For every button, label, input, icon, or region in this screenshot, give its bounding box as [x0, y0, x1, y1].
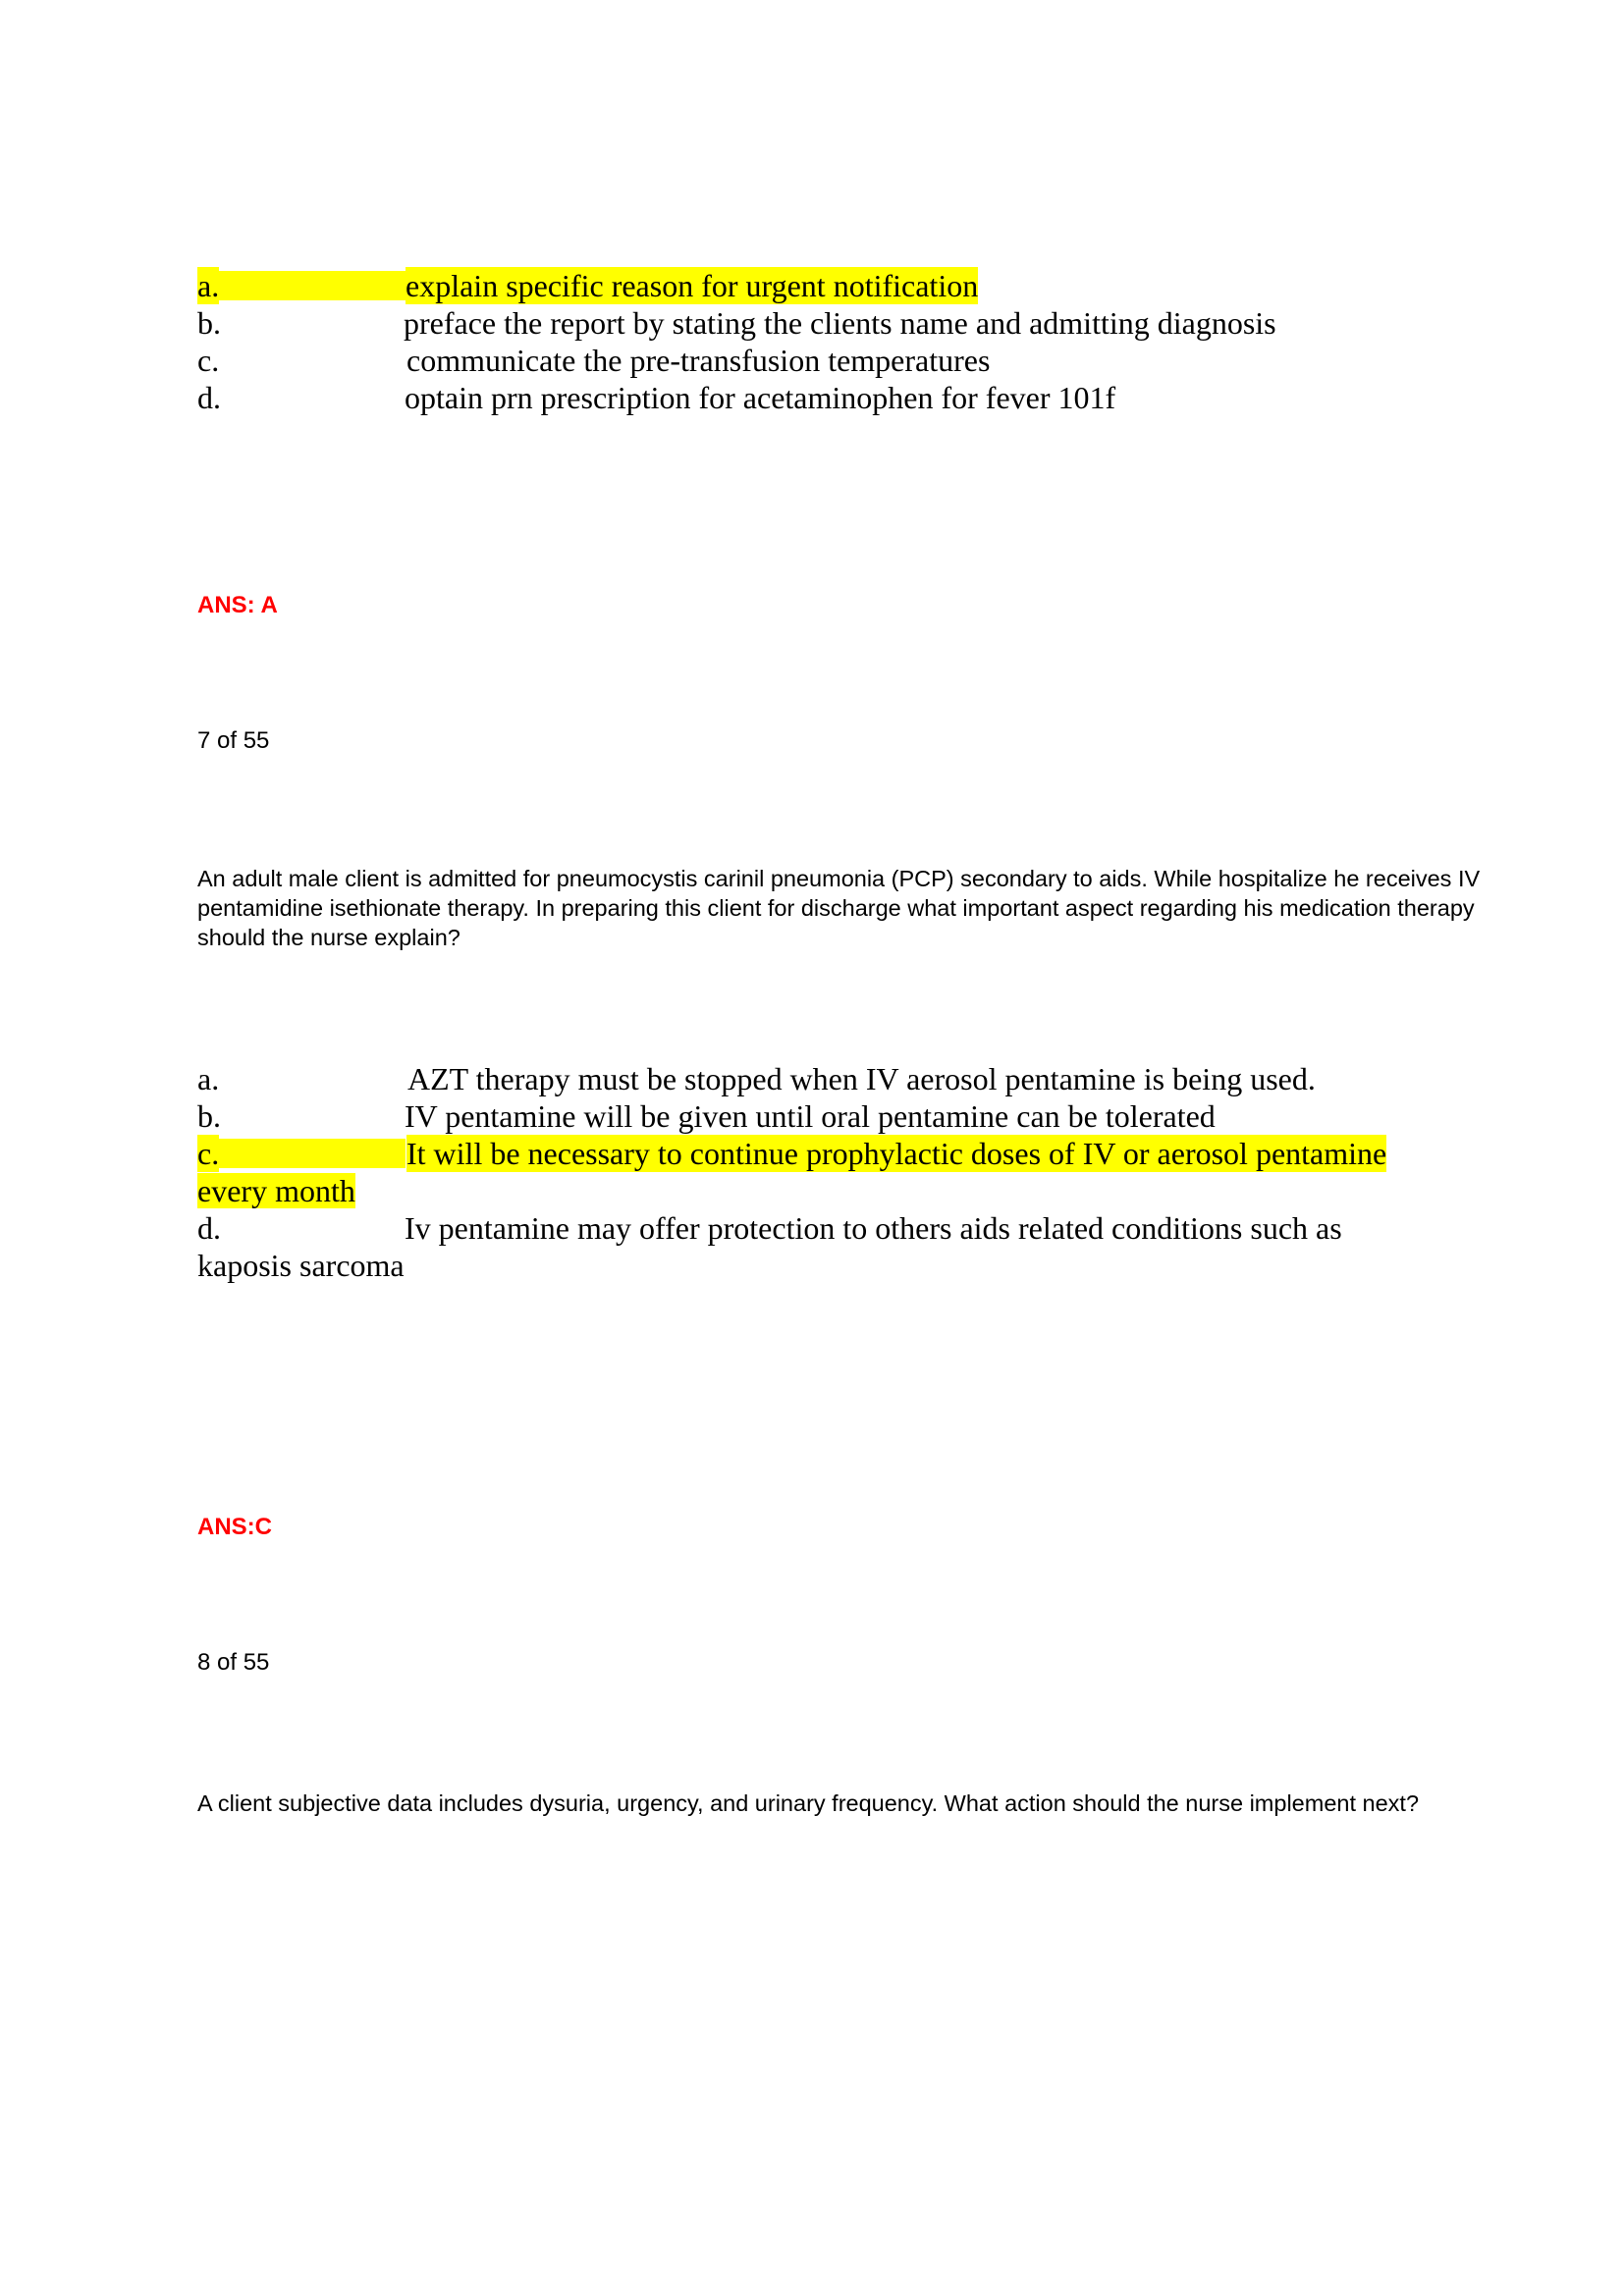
q7-option-d-continuation: [197, 1247, 405, 1284]
option-letter: d.: [197, 1210, 221, 1246]
question-counter: 8 of 55: [197, 1649, 270, 1676]
option-letter: b.: [197, 1098, 221, 1134]
highlight-marker: [197, 1139, 406, 1168]
option-text-continuation: every month: [197, 1173, 355, 1208]
question-counter: 7 of 55: [197, 727, 270, 754]
option-letter: a.: [197, 1061, 220, 1096]
option-text: communicate the pre-transfusion temperatures: [406, 343, 991, 378]
option-text: IV pentamine will be given until oral pentamine can be tolerated: [405, 1098, 1216, 1134]
option-letter: c.: [197, 343, 220, 378]
highlight-marker: [197, 271, 406, 300]
q7-option-c-continuation: [197, 1172, 355, 1209]
option-letter: a.: [197, 268, 220, 303]
option-letter: d.: [197, 380, 221, 415]
answer-label: ANS: A: [197, 592, 278, 618]
option-text-continuation: kaposis sarcoma: [197, 1248, 405, 1283]
option-text: optain prn prescription for acetaminophen for fever 101f: [405, 380, 1116, 415]
option-text: preface the report by stating the clients name and admitting diagnosis: [404, 305, 1276, 341]
option-text: Iv pentamine may offer protection to others aids related conditions such as: [405, 1210, 1342, 1246]
option-text: explain specific reason for urgent notification: [406, 268, 979, 303]
option-letter: b.: [197, 305, 221, 341]
answer-label: ANS:C: [197, 1514, 272, 1540]
option-text: AZT therapy must be stopped when IV aerosol pentamine is being used.: [407, 1061, 1316, 1096]
option-letter: c.: [197, 1136, 220, 1171]
question-text: A client subjective data includes dysuria, urgency, and urinary frequency. What action should the nurse implement next?: [197, 1790, 1420, 1816]
question-text: An adult male client is admitted for pneumocystis carinil pneumonia (PCP) secondary to aids. While hospitalize he receives IV pentamidine isethionate therapy. In preparing this client for discharge what important aspect regarding his medication therapy should the nurse explain?: [197, 866, 1481, 950]
option-text: It will be necessary to continue prophylactic doses of IV or aerosol pentamine: [406, 1136, 1387, 1171]
